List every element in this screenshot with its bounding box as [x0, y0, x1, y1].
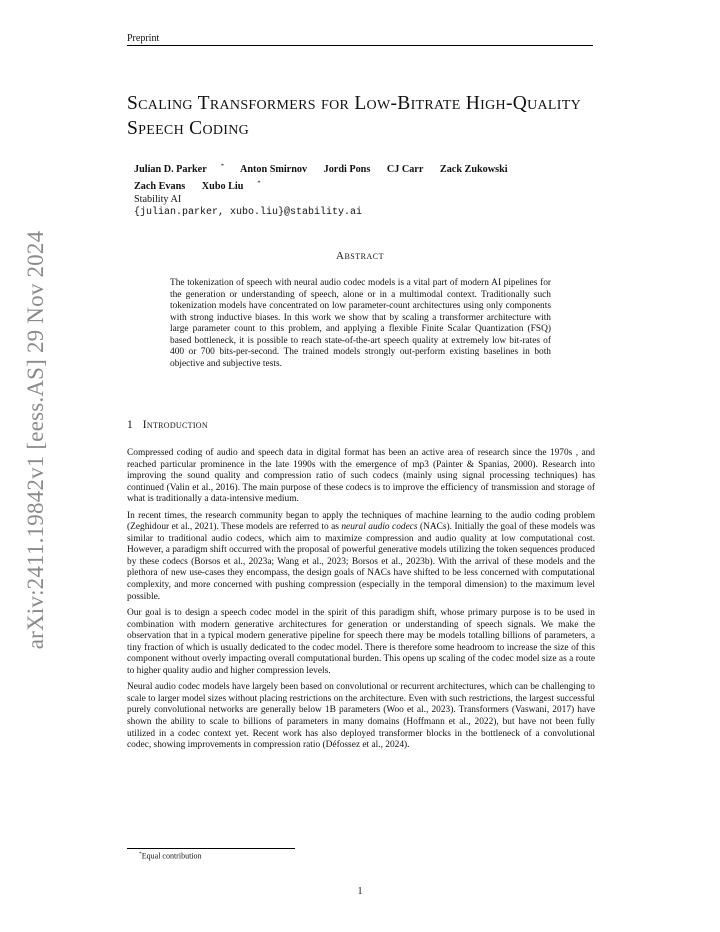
abstract-text: The tokenization of speech with neural audio codec models is a vital part of modern AI pipelines for the generation or understanding of speech, alone or in a multimodal context. Traditionally such tokenization models have concentrated on low parameter-count architectures using only components with strong inductive biases. In this work we show that by scaling a transformer architecture with large parameter count to this problem, and applying a flexible Finite Scalar Quantization (FSQ) based bottleneck, it is possible to reach state-of-the-art speech quality at extremely low bit-rates of 400 or 700 bits-per-second. The trained models strongly out-perform existing baselines in both objective and subjective tests.: [170, 278, 551, 369]
running-header: Preprint: [127, 33, 160, 44]
author-name: CJ Carr: [386, 164, 424, 176]
author-names-line-2: [134, 176, 522, 192]
author-name: Zack Zukowski: [439, 164, 508, 176]
paragraph-1: Compressed coding of audio and speech data in digital format has been an active area of research since the 1970s , and reached particular prominence in the late 1990s with the emergence of mp3 (Painter & Spanias, 2000). Research into improving the sound quality and compression ratio of such codecs (mainly using signal processing techniques) has continued (Valin et al., 2016). The main purpose of these codecs is to improve the efficiency of transmission and storage of what is traditionally a data-intensive medium.: [127, 448, 595, 505]
affiliation: Stability AI: [134, 193, 182, 205]
author-name: Anton Smirnov: [239, 164, 308, 176]
author-name: Jordi Pons: [323, 164, 371, 176]
paragraph-3: Our goal is to design a speech codec model in the spirit of this paradigm shift, whose primary purpose is to be used in combination with modern generative architectures for generation or understanding of speech signals. We make the observation that in a typical modern generative pipeline for speech there may be models totalling billions of parameters, a tiny fraction of which is usually dedicated to the codec model. There is therefore some headroom to increase the size of this component without overly impacting overall computational burden. This opens up scaling of the codec model size as a route to higher quality audio and higher compression levels.: [127, 608, 595, 676]
author-name: Zach Evans: [134, 180, 186, 192]
abstract-heading: Abstract: [336, 250, 384, 262]
author-name: Julian D. Parker *: [134, 163, 224, 176]
author-names-line-1: [134, 160, 522, 176]
page-number: 1: [357, 886, 363, 897]
paragraph-4: Neural audio codec models have largely been based on convolutional or recurrent architectures, which can be challenging to scale to larger model sizes without placing restrictions on the architecture. Even with such restrictions, the largest successful purely convolutional networks are generally below 1B parameters (Woo et al., 2023). Transformers (Vaswani, 2017) have shown the ability to scale to billions of parameters in many domains (Hoffmann et al., 2022), but have not been fully utilized in a codec context yet. Recent work has also deployed transformer blocks in the bottleneck of a convolutional codec, showing improvements in compression ratio (Défossez et al., 2024).: [127, 682, 595, 751]
paragraph-2: In recent times, the research community began to apply the techniques of machine learning to the audio coding problem (Zeghidour et al., 2021). These models are referred to as neural audio codecs (NACs). Initially the goal of these models was similar to traditional audio codecs, which aim to maximize compression and audio quality at low computational cost. However, a paradigm shift occurred with the proposal of powerful generative models utilizing the token sequences produced by these codecs (Borsos et al., 2023a; Wang et al., 2023; Borsos et al., 2023b). With the arrival of these models and the plethora of new use-cases they encompass, the design goals of NACs have shifted to be less concerned with computational complexity, and more concerned with pushing compression (especially in the temporal dimension) to the maximum level possible.: [127, 510, 596, 602]
footnote: *Equal contribution: [139, 851, 202, 861]
author-block: [134, 160, 522, 219]
introduction-body: [127, 448, 595, 757]
emphasis-term: neural audio codecs: [341, 522, 418, 533]
section-number: 1: [127, 419, 133, 431]
header-rule: [127, 45, 593, 46]
footnote-rule: [127, 848, 295, 849]
section-heading: [127, 419, 208, 431]
section-title: Introduction: [142, 419, 208, 431]
paper-title: Scaling Transformers for Low-Bitrate High-Quality Speech Coding: [127, 93, 582, 139]
arxiv-identifier-stamp: arXiv:2411.19842v1 [eess.AS] 29 Nov 2024: [23, 230, 48, 650]
author-emails: {julian.parker, xubo.liu}@stability.ai: [134, 206, 363, 218]
author-name: Xubo Liu *: [201, 179, 261, 192]
